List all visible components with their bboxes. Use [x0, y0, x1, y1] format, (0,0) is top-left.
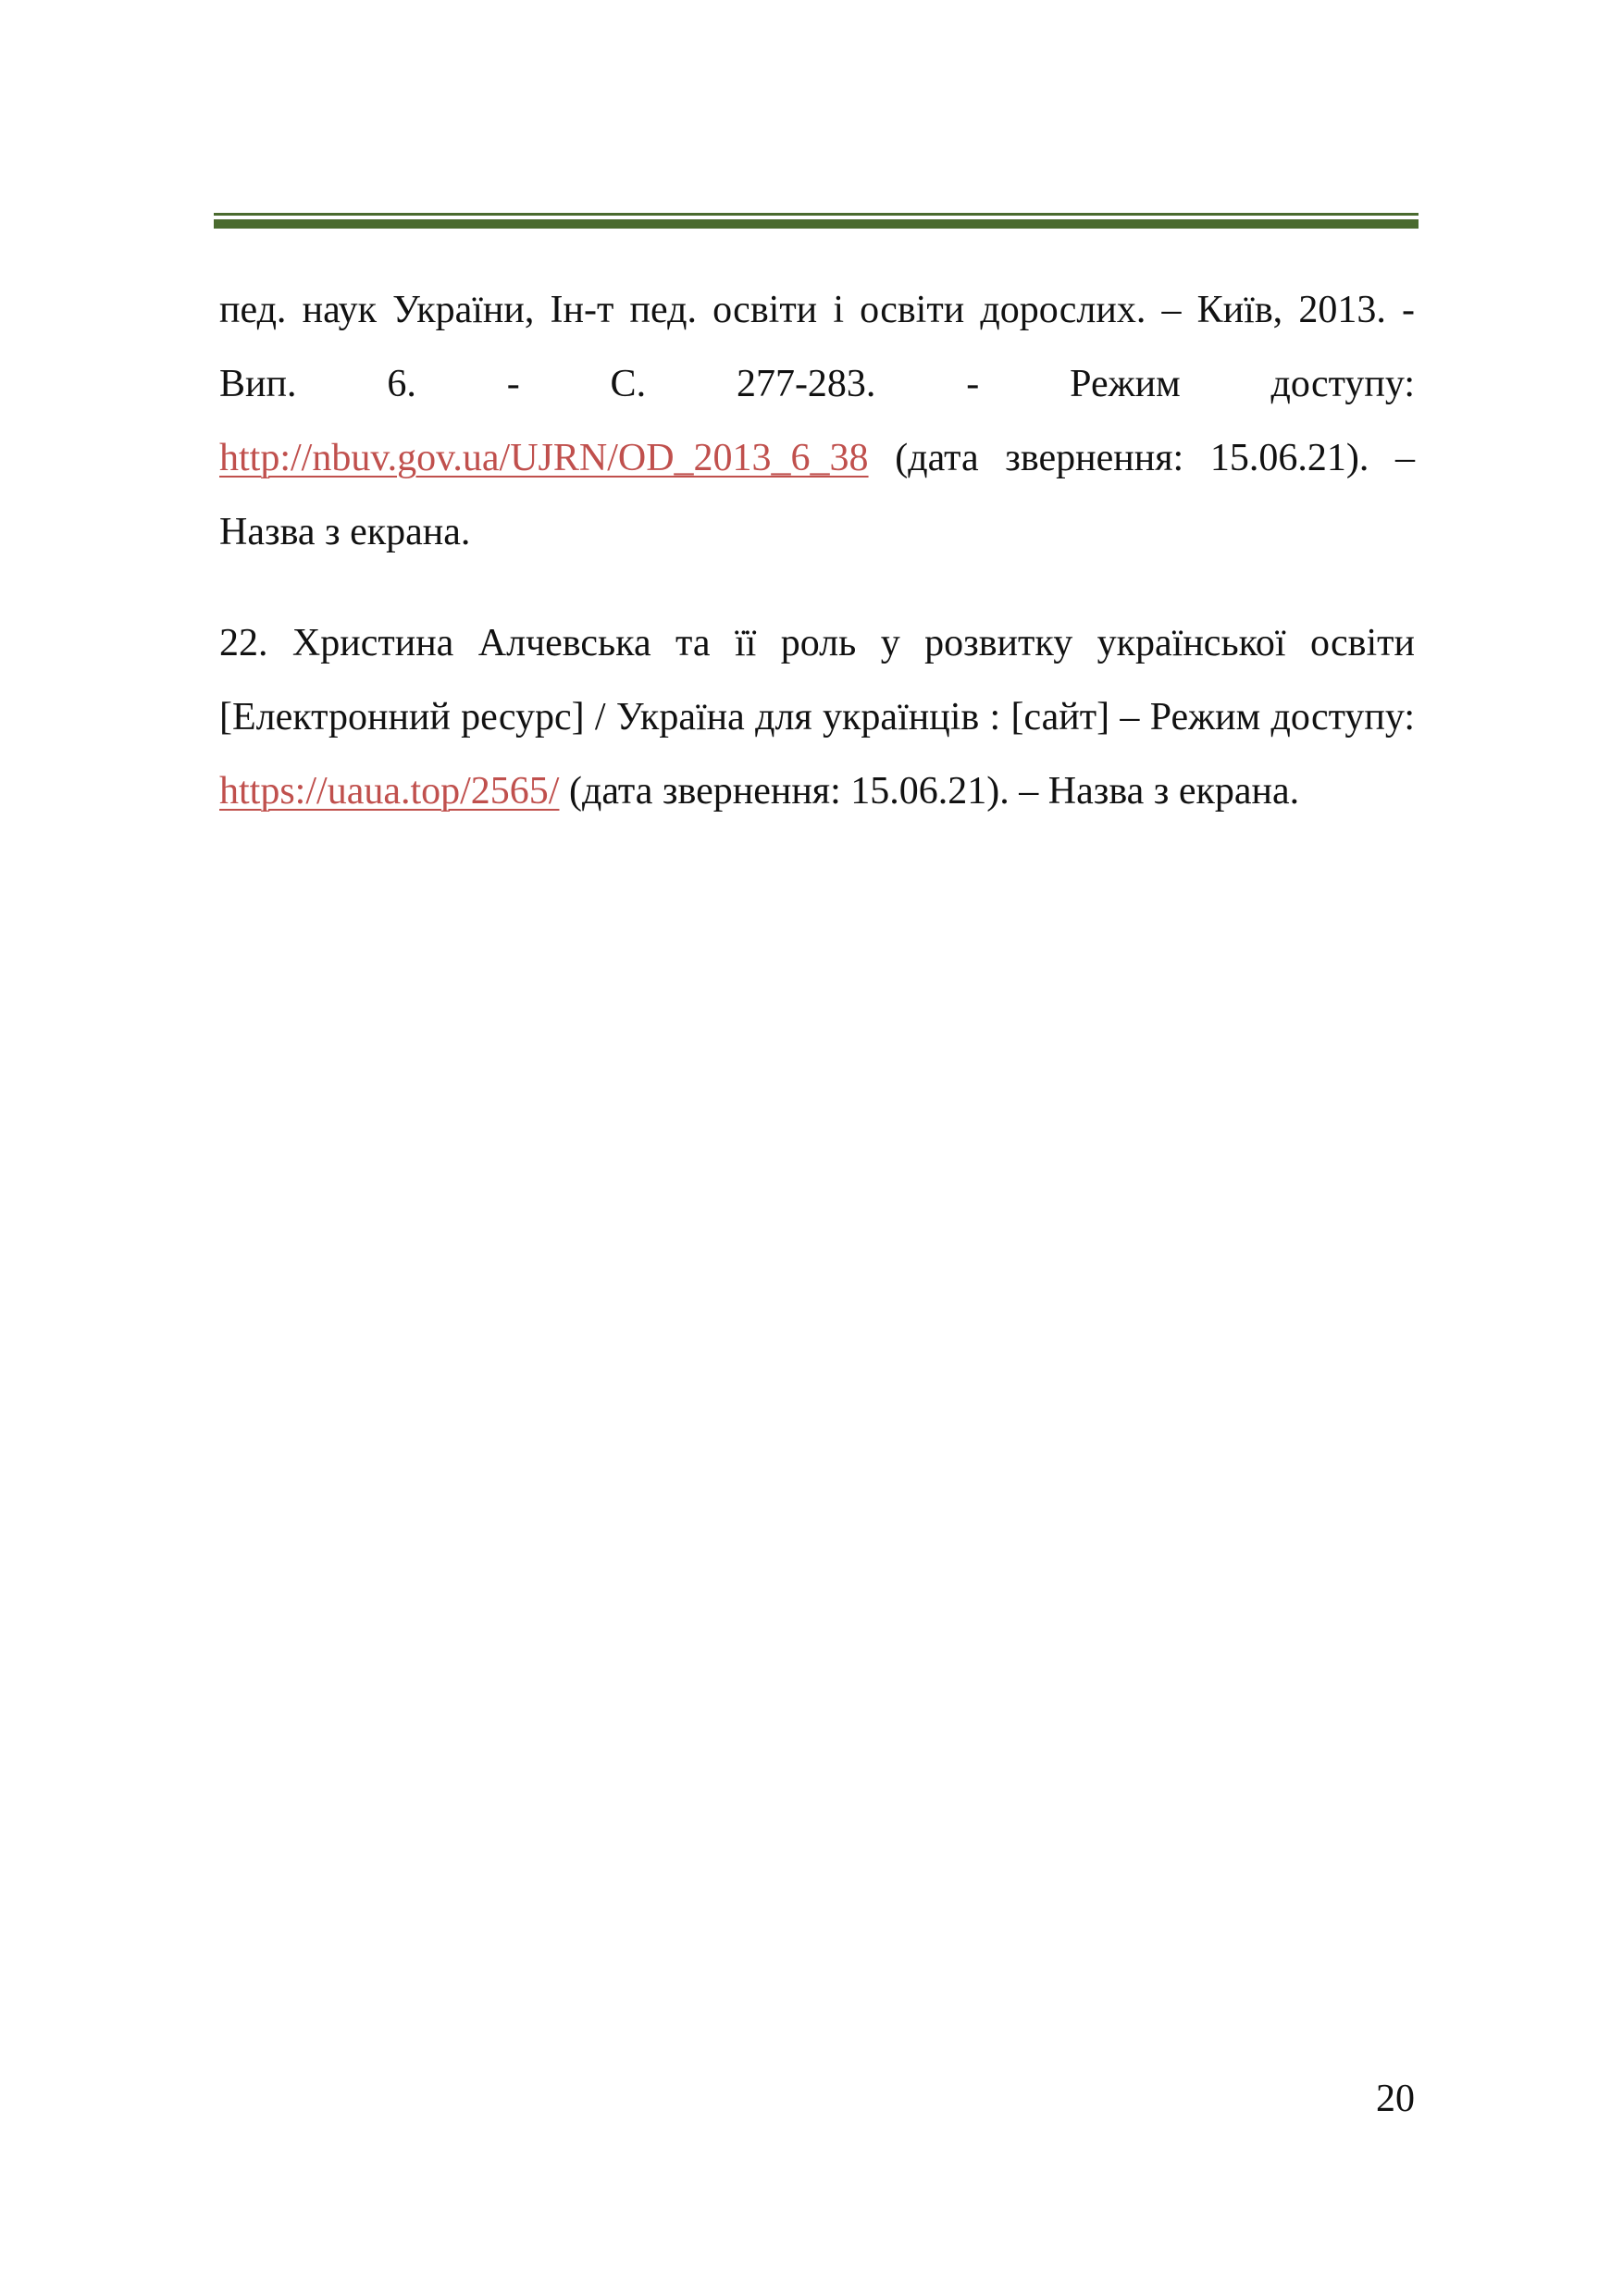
reference-entry-22 — [219, 606, 1415, 828]
header-rule-thick-line — [214, 219, 1419, 229]
page-number: 20 — [1376, 2078, 1415, 2120]
entry-text: 22. Христина Алчевська та її роль у розвитку української освіти [Електронний ресурс] / Україна для українців : [сайт] – Режим доступу: — [219, 622, 1415, 738]
entry-text: (дата звернення: 15.06.21). – Назва з екрана. — [219, 437, 1415, 553]
entry-text: пед. наук України, Ін-т пед. освіти і освіти дорослих. – Київ, 2013. - Вип. 6. - С. 277-283. - Режим доступу: — [219, 289, 1415, 405]
header-rule-thin-line — [214, 213, 1419, 216]
entry-link[interactable]: https://uaua.top/2565/ — [219, 770, 560, 813]
entry-text: (дата звернення: 15.06.21). – Назва з екрана. — [559, 770, 1300, 813]
reference-list — [219, 273, 1415, 865]
header-rule — [214, 213, 1419, 230]
reference-entry-continued — [219, 273, 1415, 569]
entry-link[interactable]: http://nbuv.gov.ua/UJRN/OD_2013_6_38 — [219, 437, 869, 479]
